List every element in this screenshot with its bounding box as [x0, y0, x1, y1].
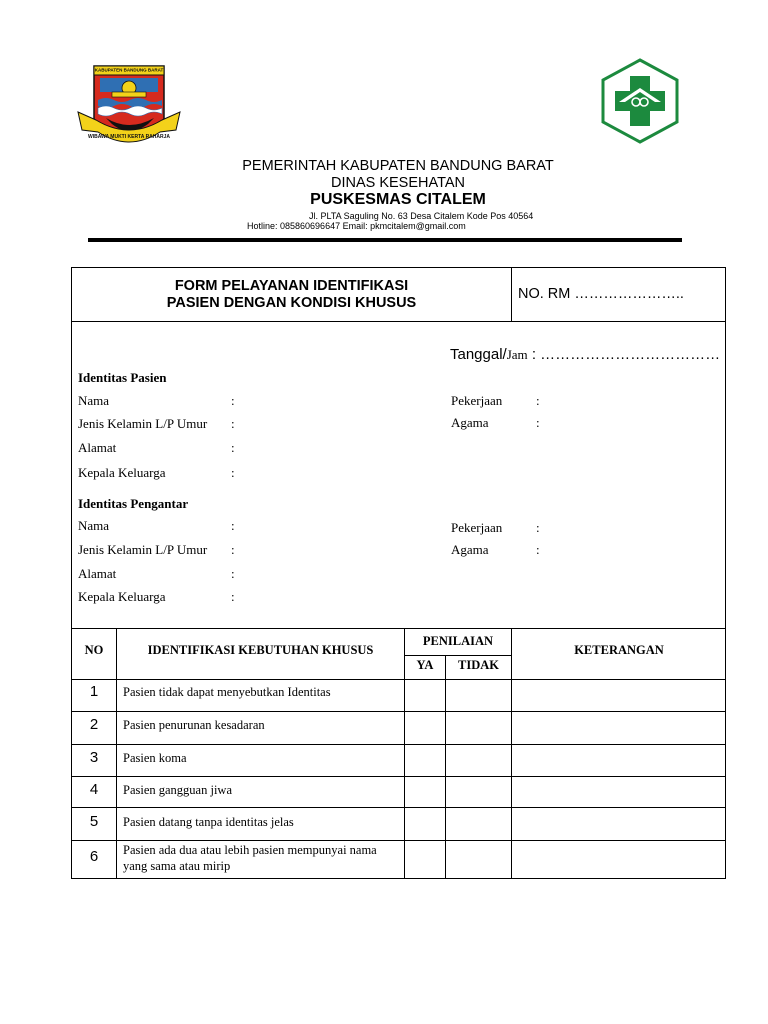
header-contact: Hotline: 085860696647 Email: pkmcitalem@gmail.com: [247, 221, 466, 231]
row-criterion: Pasien koma: [123, 751, 187, 765]
row-number: 1: [89, 683, 99, 700]
pengantar-nama-colon: :: [231, 518, 235, 533]
header-government: PEMERINTAH KABUPATEN BANDUNG BARAT: [242, 158, 554, 174]
table-col-divider: [116, 628, 117, 879]
header-divider: [88, 238, 682, 242]
tidak-cell[interactable]: [446, 808, 511, 840]
row-number: 6: [89, 848, 99, 865]
row-criterion: Pasien datang tanpa identitas jelas: [123, 815, 294, 829]
ya-cell[interactable]: [405, 712, 445, 744]
row-number: 4: [89, 781, 99, 798]
ya-cell[interactable]: [405, 680, 445, 711]
pasien-agama-label: Agama: [451, 415, 489, 430]
tanggal-value: : ………………………………: [527, 346, 721, 363]
pasien-jenis-kelamin-colon: :: [231, 416, 235, 431]
col-header-identifikasi: IDENTIFIKASI KEBUTUHAN KHUSUS: [147, 643, 374, 657]
pengantar-pekerjaan-colon: :: [536, 520, 540, 535]
ya-cell[interactable]: [405, 808, 445, 840]
svg-text:WIBAWA MUKTI KERTA RAHARJA: WIBAWA MUKTI KERTA RAHARJA: [87, 134, 171, 140]
keterangan-cell[interactable]: [512, 745, 726, 776]
pasien-alamat-label: Alamat: [78, 440, 117, 455]
ya-cell[interactable]: [405, 777, 445, 807]
col-header-ya: YA: [416, 658, 434, 672]
pengantar-kepala-keluarga-colon: :: [231, 589, 235, 604]
title-divider: [71, 321, 726, 322]
pasien-kepala-keluarga-colon: :: [231, 465, 235, 480]
header-institution: PUSKESMAS CITALEM: [310, 191, 486, 208]
pengantar-kepala-keluarga-label: Kepala Keluarga: [78, 589, 166, 604]
tidak-cell[interactable]: [446, 841, 511, 878]
pasien-agama-colon: :: [536, 415, 540, 430]
row-criterion: Pasien gangguan jiwa: [123, 783, 233, 797]
pasien-jenis-kelamin-label: Jenis Kelamin L/P Umur: [78, 416, 208, 431]
ya-cell[interactable]: [405, 745, 445, 776]
col-header-keterangan: KETERANGAN: [574, 643, 664, 657]
row-number: 2: [89, 716, 99, 733]
keterangan-cell[interactable]: [512, 777, 726, 807]
pengantar-agama-colon: :: [536, 542, 540, 557]
row-criterion: Pasien penurunan kesadaran: [123, 718, 265, 732]
jam-label: Jam: [506, 347, 528, 362]
pengantar-pekerjaan-label: Pekerjaan: [451, 520, 503, 535]
form-title-line2: PASIEN DENGAN KONDISI KHUSUS: [166, 295, 417, 311]
tidak-cell[interactable]: [446, 745, 511, 776]
pengantar-jenis-kelamin-colon: :: [231, 542, 235, 557]
pengantar-nama-label: Nama: [78, 518, 110, 533]
keterangan-cell[interactable]: [512, 841, 726, 878]
keterangan-cell[interactable]: [512, 808, 726, 840]
pasien-pekerjaan-colon: :: [536, 393, 540, 408]
tidak-cell[interactable]: [446, 680, 511, 711]
row-criterion: Pasien ada dua atau lebih pasien mempunyai nama yang sama atau mirip: [123, 843, 377, 873]
svg-text:KABUPATEN BANDUNG BARAT: KABUPATEN BANDUNG BARAT: [94, 67, 164, 73]
keterangan-cell[interactable]: [512, 680, 726, 711]
form-title: [72, 278, 511, 312]
pasien-nama-label: Nama: [78, 393, 110, 408]
table-subheader-divider: [404, 655, 511, 656]
tanggal-jam-field[interactable]: [450, 346, 720, 363]
pengantar-alamat-colon: :: [231, 566, 235, 581]
pengantar-alamat-label: Alamat: [78, 566, 117, 581]
pengantar-heading: Identitas Pengantar: [78, 496, 189, 511]
pengantar-agama-label: Agama: [451, 542, 489, 557]
pasien-pekerjaan-label: Pekerjaan: [451, 393, 503, 408]
no-rm-field[interactable]: NO. RM …………………..: [518, 286, 684, 302]
pasien-heading: Identitas Pasien: [78, 370, 167, 385]
puskesmas-logo: [597, 58, 683, 144]
row-number: 5: [89, 813, 99, 830]
header-address: Jl. PLTA Saguling No. 63 Desa Citalem Kode Pos 40564: [309, 211, 534, 221]
header-department: DINAS KESEHATAN: [330, 175, 466, 191]
tanggal-label: Tanggal/: [450, 346, 507, 363]
pasien-alamat-colon: :: [231, 440, 235, 455]
title-vertical-divider: [511, 267, 512, 322]
tidak-cell[interactable]: [446, 777, 511, 807]
pasien-kepala-keluarga-label: Kepala Keluarga: [78, 465, 166, 480]
row-number: 3: [89, 749, 99, 766]
kabupaten-bandung-barat-emblem: [76, 62, 182, 154]
col-header-penilaian: PENILAIAN: [422, 634, 494, 648]
keterangan-cell[interactable]: [512, 712, 726, 744]
row-criterion: Pasien tidak dapat menyebutkan Identitas: [123, 685, 331, 699]
pengantar-jenis-kelamin-label: Jenis Kelamin L/P Umur: [78, 542, 208, 557]
table-top-border: [71, 628, 726, 629]
col-header-tidak: TIDAK: [458, 658, 499, 672]
form-title-line1: FORM PELAYANAN IDENTIFIKASI: [174, 278, 409, 294]
ya-cell[interactable]: [405, 841, 445, 878]
col-header-no: NO: [84, 643, 104, 657]
tidak-cell[interactable]: [446, 712, 511, 744]
pasien-nama-colon: :: [231, 393, 235, 408]
